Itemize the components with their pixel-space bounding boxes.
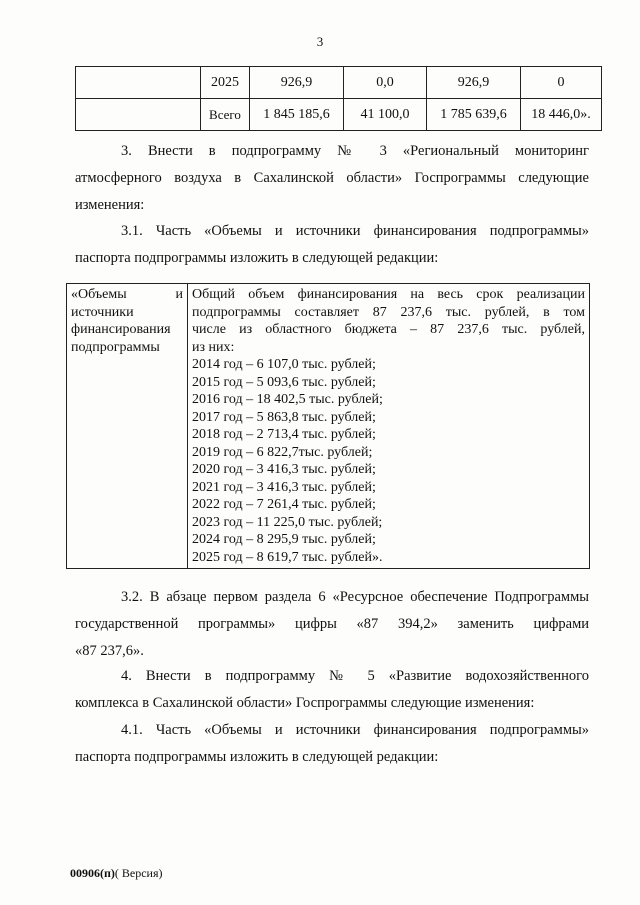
table-cell: 2025 bbox=[201, 67, 250, 99]
year-line: 2024 год – 8 295,9 тыс. рублей; bbox=[192, 532, 376, 547]
table-cell: 1 845 185,6 bbox=[250, 99, 344, 131]
table-cell: 926,9 bbox=[250, 67, 344, 99]
year-line: 2018 год – 2 713,4 тыс. рублей; bbox=[192, 427, 376, 442]
year-line: 2021 год – 3 416,3 тыс. рублей; bbox=[192, 479, 376, 495]
year-line: 2017 год – 5 863,8 тыс. рублей; bbox=[192, 409, 376, 425]
table-row bbox=[67, 284, 590, 569]
paragraph-3-2: 3.2. В абзаце первом раздела 6 «Ресурсное обеспечение Подпрограммы государственной программы» цифры «87 394,2» заменить цифрами «87 237,6». bbox=[75, 589, 589, 659]
table-cell bbox=[76, 99, 201, 131]
footer-code bbox=[70, 866, 163, 881]
table-cell: Всего bbox=[201, 99, 250, 131]
table-cell: 926,9 bbox=[427, 67, 521, 99]
year-line: 2015 год – 5 093,6 тыс. рублей; bbox=[192, 374, 376, 390]
paragraph-3: 3. Внести в подпрограмму № 3 «Региональный мониторинг атмосферного воздуха в Сахалинской области» Госпрограммы следующие изменения: bbox=[75, 143, 589, 213]
year-line: 2020 год – 3 416,3 тыс. рублей; bbox=[192, 462, 376, 477]
table-row bbox=[76, 99, 602, 131]
funding-table-tail bbox=[75, 66, 602, 131]
year-line: 2025 год – 8 619,7 тыс. рублей». bbox=[192, 549, 383, 565]
table-cell: 0,0 bbox=[344, 67, 427, 99]
table-cell: 0 bbox=[521, 67, 602, 99]
version-label: ( Версия) bbox=[114, 866, 163, 880]
year-line: 2023 год – 11 225,0 тыс. рублей; bbox=[192, 514, 383, 530]
table-cell: 1 785 639,6 bbox=[427, 99, 521, 131]
table-cell: 18 446,0». bbox=[521, 99, 602, 131]
table-cell: 41 100,0 bbox=[344, 99, 427, 131]
document-code: 00906(п) bbox=[70, 866, 115, 880]
page-number: 3 bbox=[316, 34, 324, 49]
table-row bbox=[76, 67, 602, 99]
passport-text-cell: Общий объем финансирования на весь срок реализации подпрограммы составляет 87 237,6 тыс. рублей, в том числе из областного бюджета – 87 237,6 тыс. рублей, из них: 2014 год – 6 107,0 тыс. рублей; 2015 год – 5 093,6 тыс. рублей; 2016 год – 18 402,5 тыс. рублей; 2017 год – 5 863,8 тыс. рублей; 2018 год – 2 713,4 тыс. рублей; 2019 год – 6 822,7тыс. рублей; 2020 год – 3 416,3 тыс. рублей; 2021 год – 3 416,3 тыс. рублей; 2022 год – 7 261,4 тыс. рублей; 2023 год – 11 225,0 тыс. рублей; 2024 год – 8 295,9 тыс. рублей; 2025 год – 8 619,7 тыс. рублей». bbox=[188, 284, 590, 569]
year-line: 2016 год – 18 402,5 тыс. рублей; bbox=[192, 392, 383, 407]
year-line: 2014 год – 6 107,0 тыс. рублей; bbox=[192, 357, 376, 372]
year-line: 2019 год – 6 822,7тыс. рублей; bbox=[192, 444, 373, 460]
paragraph-4-1: 4.1. Часть «Объемы и источники финансирования подпрограммы» паспорта подпрограммы изложить в следующей редакции: bbox=[75, 722, 589, 765]
table-cell bbox=[76, 67, 201, 99]
paragraph-4: 4. Внести в подпрограмму № 5 «Развитие водохозяйственного комплекса в Сахалинской области» Госпрограммы следующие изменения: bbox=[75, 668, 589, 711]
passport-table bbox=[66, 283, 590, 569]
passport-label-cell: «Объемы и источники финансирования подпрограммы bbox=[67, 284, 188, 569]
year-line: 2022 год – 7 261,4 тыс. рублей; bbox=[192, 497, 376, 512]
paragraph-3-1: 3.1. Часть «Объемы и источники финансирования подпрограммы» паспорта подпрограммы изложить в следующей редакции: bbox=[75, 223, 589, 266]
